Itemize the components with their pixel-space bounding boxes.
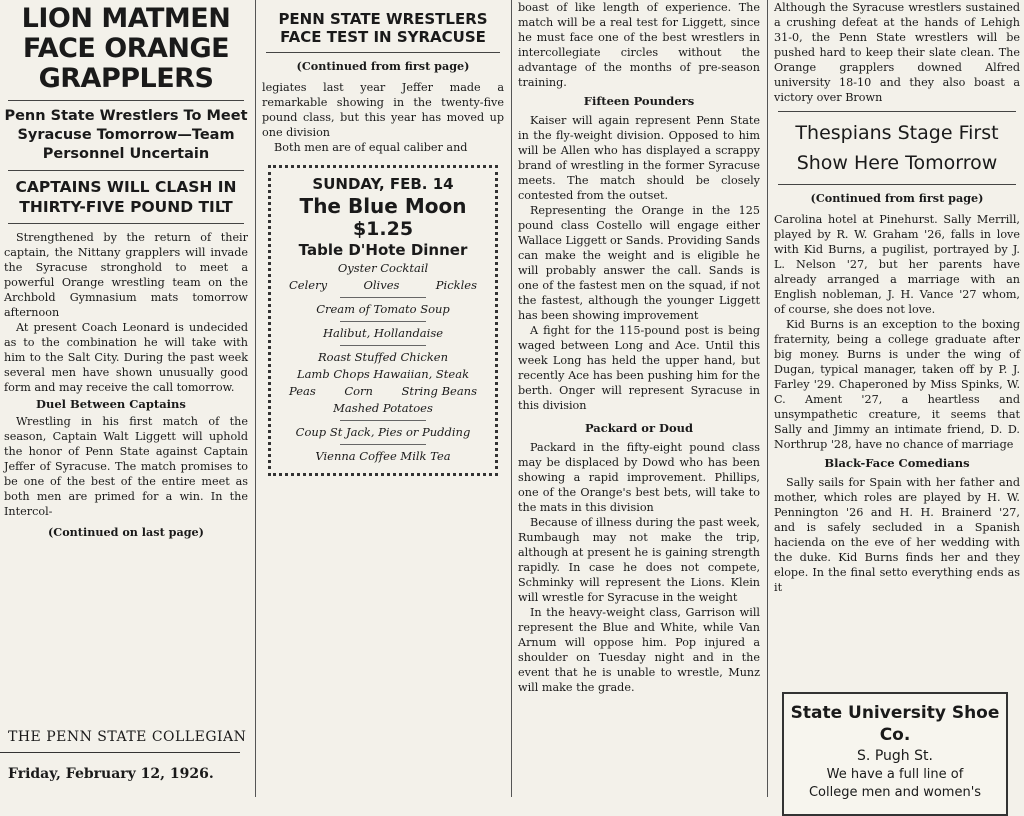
menu-item: Cream of Tomato Soup [316, 302, 450, 316]
menu-item: Coup St Jack, Pies or Pudding [295, 425, 471, 439]
deck: Penn State Wrestlers To Meet Syracuse Tomorrow—Team Personnel Uncertain [4, 108, 248, 162]
subhead: Duel Between Captains [36, 397, 186, 411]
paragraph: legiates last year Jeffer made a remarkable showing in the twenty-five pound class, but this year has moved up one division [262, 81, 504, 139]
divider [266, 52, 500, 53]
divider [0, 752, 240, 753]
paragraph: In the heavy-weight class, Garrison will represent the Blue and White, while Van Arnum will oppose him. Pop injured a shoulder on Tuesday night and in the event that he is unable to wrestle, Munz will make the grade. [518, 606, 760, 694]
menu-item: Mashed Potatoes [333, 401, 433, 415]
ad-price: $1.25 [352, 218, 414, 240]
ad-dinner-title: Table D'Hote Dinner [298, 241, 468, 259]
divider [8, 100, 244, 101]
article-wrestlers-test [258, 0, 508, 476]
masthead-paper: THE PENN STATE COLLEGIAN [8, 729, 247, 745]
divider [340, 420, 426, 421]
divider [8, 223, 244, 224]
menu-item: Peas [289, 384, 316, 398]
paragraph: At present Coach Leonard is undecided as to the combination he will take with him to the Salt City. During the past week several men have shown unusually good form and may receive the call tomorrow. [4, 321, 248, 394]
divider [8, 170, 244, 171]
menu-item: Lamb Chops Hawaiian, Steak [296, 367, 470, 381]
continued-note: (Continued on last page) [48, 525, 204, 539]
article-thespians [770, 0, 1024, 595]
article-continued-col3 [514, 0, 764, 695]
menu-item: Olives [363, 278, 400, 292]
column-rule [767, 0, 768, 797]
continued-note: (Continued from first page) [810, 191, 984, 205]
paragraph: Carolina hotel at Pinehurst. Sally Merrill, played by R. W. Graham '26, falls in love with Kid Burns, a pugilist, portrayed by J. L. Nelson '27, but her parents have already arranged a marriage with an English nobleman, J. H. Vance '27 whom, of course, she does not love. [774, 213, 1020, 316]
divider [340, 321, 426, 322]
paragraph: A fight for the 115-pound post is being waged between Long and Ace. Until this week Long has held the upper hand, but recently Ace has been pushing him for the berth. Onger will represent Syracuse in this division [518, 324, 760, 412]
paragraph: Wrestling in his first match of the season, Captain Walt Liggett will uphold the honor of Penn State against Captain Jeffer of Syracuse. The match promises to be one of the best of the entire meet as both men are primed for a win. In the Intercol- [4, 415, 248, 518]
blue-moon-ad [268, 165, 498, 476]
paragraph: Kaiser will again represent Penn State in the fly-weight division. Opposed to him will be Allen who has displayed a scrappy brand of wrestling in the former Syracuse meets. The match should be closely contested from the outset. [518, 114, 760, 202]
menu-item: Pickles [435, 278, 477, 292]
divider [340, 297, 426, 298]
menu-item: Oyster Cocktail [337, 261, 429, 275]
subhead: Packard or Doud [584, 421, 694, 435]
ad-text: College men and women's [808, 785, 982, 800]
subhead: Black-Face Comedians [824, 456, 970, 470]
column-rule [511, 0, 512, 797]
menu-item: Vienna Coffee Milk Tea [315, 449, 451, 463]
menu-row [275, 383, 491, 400]
ad-date: SUNDAY, FEB. 14 [312, 175, 454, 193]
paragraph: boast of like length of experience. The match will be a real test for Liggett, since he must face one of the best wrestlers in intercollegiate circles without the advantage of the months of pre-season training. [518, 1, 760, 89]
ad-text: We have a full line of [826, 767, 964, 782]
column-rule [255, 0, 256, 797]
menu-item: Roast Stuffed Chicken [318, 350, 448, 364]
divider [778, 184, 1016, 185]
article-lion-matmen [0, 0, 252, 546]
menu-item: Halibut, Hollandaise [322, 326, 444, 340]
menu-row [275, 277, 491, 294]
menu-item: Celery [289, 278, 328, 292]
continued-note: (Continued from first page) [296, 59, 470, 73]
paragraph: Sally sails for Spain with her father and mother, which roles are played by H. W. Pennington '26 and H. H. Brainerd '27, and is safely secluded in a Spanish hacienda on the eve of her wedding with the duke. Kid Burns finds her and they elope. In the final setto everything ends as it [774, 476, 1020, 594]
paragraph: Kid Burns is an exception to the boxing fraternity, being a college graduate after big money. Burns is under the wing of Dugan, typical manager, taken off by P. J. Farley '29. Chaperoned by Miss Spinks, W. C. Ament '27, a heartless and unsympathetic creature, it seems that Sally and Jimmy an intimate friend, D. D. Northrup '28, have no chance of marriage [774, 318, 1020, 451]
paragraph: Although the Syracuse wrestlers sustained a crushing defeat at the hands of Lehigh 31-0, the Penn State wrestlers will be pushed hard to keep their slate clean. The Orange grapplers downed Alfred university 18-10 and they also boast a victory over Brown [774, 1, 1020, 104]
divider [778, 111, 1016, 112]
paragraph: Both men are of equal caliber and [274, 141, 468, 154]
divider [340, 345, 426, 346]
paragraph: Because of illness during the past week, Rumbaugh may not make the trip, although at present he is gaining strength rapidly. In case he does not compete, Schminky will represent the Lions. Klein will wrestle for Syracuse in the weight [518, 516, 760, 604]
ad-company-name: State University Shoe Co. [790, 703, 1000, 745]
headline: Thespians Stage First Show Here Tomorrow [795, 122, 999, 174]
ad-restaurant-name: The Blue Moon [299, 194, 467, 218]
paragraph: Strengthened by the return of their captain, the Nittany grapplers will invade the Syracuse stronghold to meet a powerful Orange wrestling team on the Archbold Gymnasium mats tomorrow afternoon [4, 231, 248, 319]
subhead: Fifteen Pounders [583, 94, 695, 108]
paragraph: Packard in the fifty-eight pound class may be displaced by Dowd who has been showing a rapid improvement. Phillips, one of the Orange's best bets, will take to the mats in this division [518, 441, 760, 514]
divider [340, 444, 426, 445]
menu-item: String Beans [401, 384, 477, 398]
ad-address: S. Pugh St. [857, 748, 933, 764]
headline: LION MATMEN FACE ORANGE GRAPPLERS [21, 3, 231, 94]
masthead-date: Friday, February 12, 1926. [8, 766, 214, 782]
deck: CAPTAINS WILL CLASH IN THIRTY-FIVE POUND TILT [15, 178, 237, 216]
paragraph: Representing the Orange in the 125 pound class Costello will engage either Wallace Liggett or Sands. Providing Sands can make the weight and is eligible he will probably answer the call. Sands is one of the fastest men on the squad, if not the fastest, although the younger Liggett has been showing improvement [518, 204, 760, 322]
headline: PENN STATE WRESTLERS FACE TEST IN SYRACUSE [278, 10, 488, 46]
menu-item: Corn [344, 384, 373, 398]
shoe-company-ad [782, 692, 1008, 816]
